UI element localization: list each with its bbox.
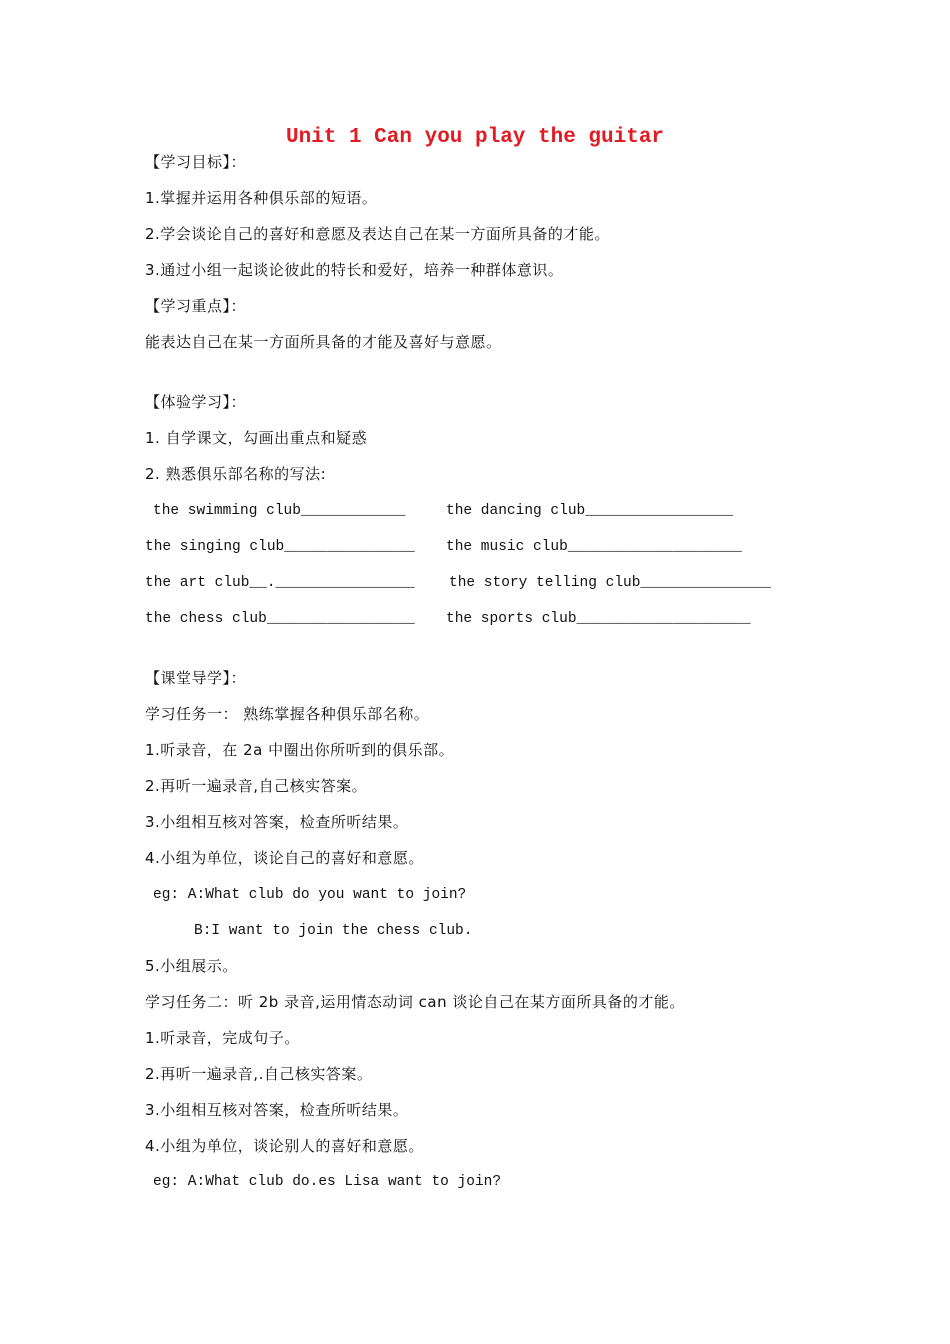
goal-item-2: 2.学会谈论自己的喜好和意愿及表达自己在某一方面所具备的才能。: [145, 225, 610, 243]
task2-example-a: eg: A:What club do.es Lisa want to join?: [153, 1174, 502, 1190]
task1-example-b: B:I want to join the chess club.: [194, 923, 473, 939]
focus-heading: 【学习重点】：: [145, 297, 247, 315]
task1-item-2: 2.再听一遍录音,自己核实答案。: [145, 777, 368, 795]
goals-heading: 【学习目标】：: [145, 153, 247, 171]
task1-item-4: 4.小组为单位，谈论自己的喜好和意愿。: [145, 849, 424, 867]
class-heading: 【课堂导学】：: [145, 669, 247, 687]
task2-item-4: 4.小组为单位，谈论别人的喜好和意愿。: [145, 1137, 424, 1155]
task2-item-2: 2.再听一遍录音,.自己核实答案。: [145, 1065, 373, 1083]
club-story-telling: the story telling club_______________: [449, 575, 771, 591]
club-sports: the sports club____________________: [446, 611, 751, 627]
club-singing: the singing club_______________: [145, 539, 415, 555]
experience-item-2: 2. 熟悉俱乐部名称的写法:: [145, 465, 327, 483]
task1-item-1: 1.听录音，在 2a 中圈出你所听到的俱乐部。: [145, 741, 455, 759]
club-swimming: the swimming club____________: [153, 503, 406, 519]
task2-heading: 学习任务二：听 2b 录音,运用情态动词 can 谈论自己在某方面所具备的才能。: [145, 993, 685, 1011]
task2-item-1: 1.听录音，完成句子。: [145, 1029, 300, 1047]
goal-item-3: 3.通过小组一起谈论彼此的特长和爱好，培养一种群体意识。: [145, 261, 564, 279]
task1-item-3: 3.小组相互核对答案，检查所听结果。: [145, 813, 409, 831]
club-music: the music club____________________: [446, 539, 742, 555]
club-chess: the chess club_________________: [145, 611, 415, 627]
club-dancing: the dancing club_________________: [446, 503, 734, 519]
experience-heading: 【体验学习】：: [145, 393, 247, 411]
task1-heading: 学习任务一： 熟练掌握各种俱乐部名称。: [145, 705, 430, 723]
task2-item-3: 3.小组相互核对答案，检查所听结果。: [145, 1101, 409, 1119]
task1-item-5: 5.小组展示。: [145, 957, 238, 975]
focus-text: 能表达自己在某一方面所具备的才能及喜好与意愿。: [145, 333, 502, 351]
club-art: the art club__.________________: [145, 575, 415, 591]
task1-example-a: eg: A:What club do you want to join?: [153, 887, 467, 903]
experience-item-1: 1. 自学课文，勾画出重点和疑惑: [145, 429, 368, 447]
goal-item-1: 1.掌握并运用各种俱乐部的短语。: [145, 189, 378, 207]
page-title: Unit 1 Can you play the guitar: [285, 126, 665, 149]
